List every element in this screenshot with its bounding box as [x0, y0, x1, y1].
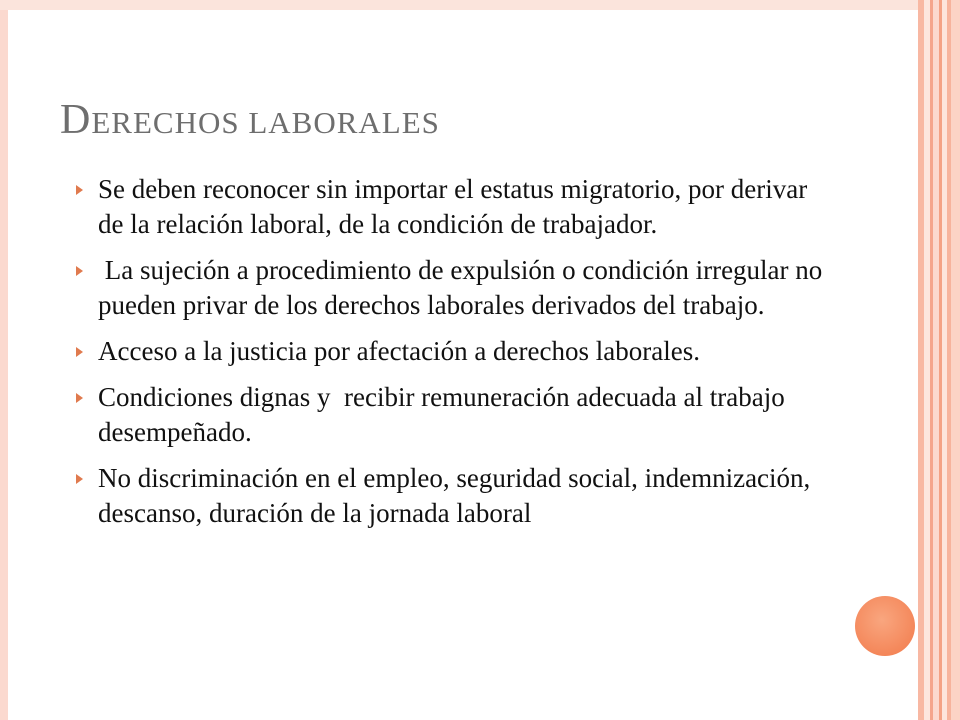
- list-item: [70, 461, 830, 531]
- triangle-right-icon: [76, 474, 83, 484]
- bullet-text: Se deben reconocer sin importar el estatus migratorio, por derivar de la relación laboral, de la condición de trabajador.: [98, 174, 808, 239]
- list-item: [70, 334, 830, 369]
- bullet-text: No discriminación en el empleo, seguridad social, indemnización, descanso, duración de la jornada laboral: [98, 463, 811, 528]
- triangle-right-icon: [76, 185, 83, 195]
- slide-title: [60, 96, 440, 144]
- triangle-right-icon: [76, 393, 83, 403]
- bullet-text: Acceso a la justicia por afectación a derechos laborales.: [98, 336, 700, 366]
- right-stripe-decoration: [951, 0, 960, 720]
- bullet-list: [70, 172, 830, 542]
- triangle-right-icon: [76, 347, 83, 357]
- slide-title-rest: ERECHOS LABORALES: [91, 105, 440, 140]
- slide-title-initial: D: [60, 97, 92, 143]
- list-item: [70, 380, 830, 450]
- left-edge-decoration: [0, 0, 8, 720]
- top-edge-decoration: [0, 0, 918, 10]
- bullet-text: Condiciones dignas y recibir remuneración adecuada al trabajo desempeñado.: [98, 382, 792, 447]
- bullet-text: La sujeción a procedimiento de expulsión o condición irregular no pueden privar de los derechos laborales derivados del trabajo.: [98, 255, 830, 320]
- triangle-right-icon: [76, 266, 83, 276]
- orange-circle-decoration: [855, 596, 915, 656]
- list-item: [70, 253, 830, 323]
- list-item: [70, 172, 830, 242]
